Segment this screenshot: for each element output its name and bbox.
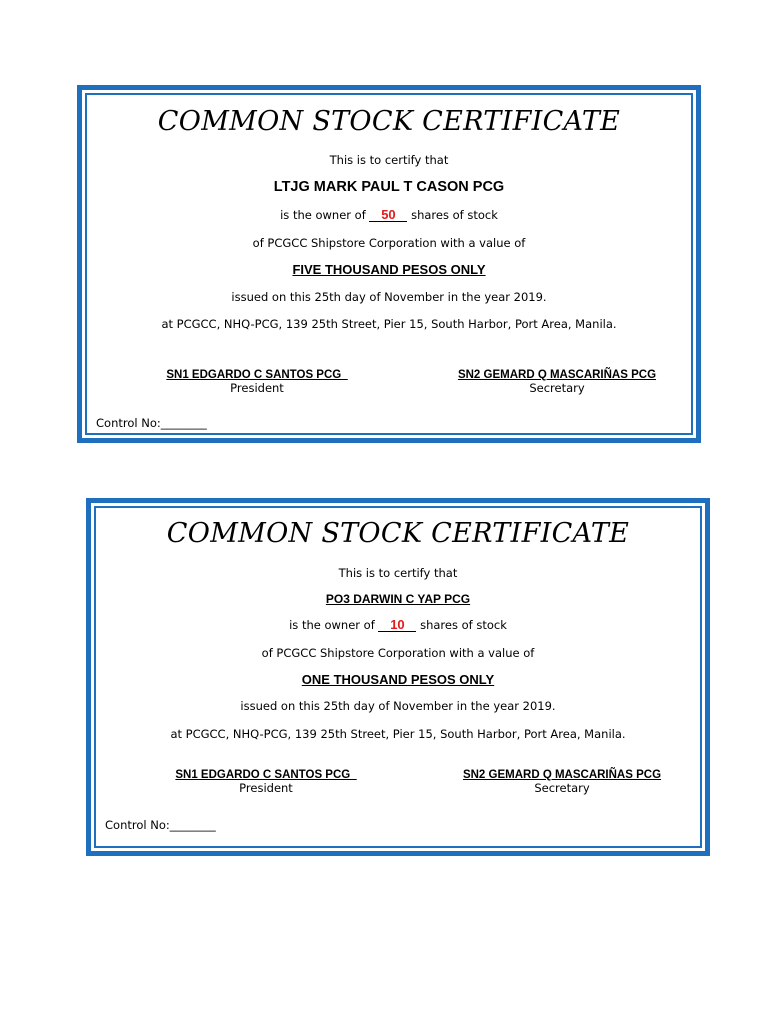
control-number: Control No:________ (96, 416, 207, 430)
signatory-left-name: SN1 EDGARDO C SANTOS PCG_ (166, 369, 348, 381)
control-number: Control No:________ (105, 818, 216, 832)
address-text: at PCGCC, NHQ-PCG, 139 25th Street, Pier 15, South Harbor, Port Area, Manila. (170, 727, 626, 741)
ownership-line (96, 618, 700, 632)
company-text: of PCGCC Shipstore Corporation with a value of (261, 646, 535, 660)
signatory-left-role: President (239, 781, 293, 795)
issued-text: issued on this 25th day of November in the year 2019. (240, 699, 556, 713)
owner-prefix: is the owner of (280, 208, 366, 222)
certify-text: This is to certify that (329, 153, 449, 167)
value-words: FIVE THOUSAND PESOS ONLY (292, 262, 486, 277)
certificate-title: COMMON STOCK CERTIFICATE (157, 106, 621, 137)
shares-count: 10 (378, 618, 416, 632)
signatory-right-name: SN2 GEMARD Q MASCARIÑAS PCG (457, 369, 657, 381)
signatory-right-name: SN2 GEMARD Q MASCARIÑAS PCG (462, 769, 662, 781)
certificate-inner-border (85, 93, 693, 435)
owner-name: LTJG MARK PAUL T CASON PCG (273, 179, 505, 195)
shares-count: 50 (369, 208, 407, 222)
company-text: of PCGCC Shipstore Corporation with a value of (252, 236, 526, 250)
certificate-title: COMMON STOCK CERTIFICATE (166, 518, 630, 549)
certificate-2 (86, 498, 710, 856)
owner-suffix: shares of stock (411, 208, 498, 222)
signatory-right-role: Secretary (534, 781, 590, 795)
value-words: ONE THOUSAND PESOS ONLY (301, 672, 495, 687)
signatory-right (432, 769, 692, 795)
signatory-right (427, 369, 687, 395)
certificate-1 (77, 85, 701, 443)
signatory-left-name: SN1 EDGARDO C SANTOS PCG_ (175, 769, 357, 781)
address-text: at PCGCC, NHQ-PCG, 139 25th Street, Pier 15, South Harbor, Port Area, Manila. (161, 317, 617, 331)
owner-prefix: is the owner of (289, 618, 375, 632)
signatory-left-role: President (230, 381, 284, 395)
signatory-right-role: Secretary (529, 381, 585, 395)
owner-name: PO3 DARWIN C YAP PCG (325, 592, 471, 606)
certify-text: This is to certify that (338, 566, 458, 580)
signatory-left (136, 769, 396, 795)
issued-text: issued on this 25th day of November in the year 2019. (231, 290, 547, 304)
certificate-inner-border (94, 506, 702, 848)
owner-suffix: shares of stock (420, 618, 507, 632)
signatory-left (127, 369, 387, 395)
ownership-line (87, 208, 691, 222)
